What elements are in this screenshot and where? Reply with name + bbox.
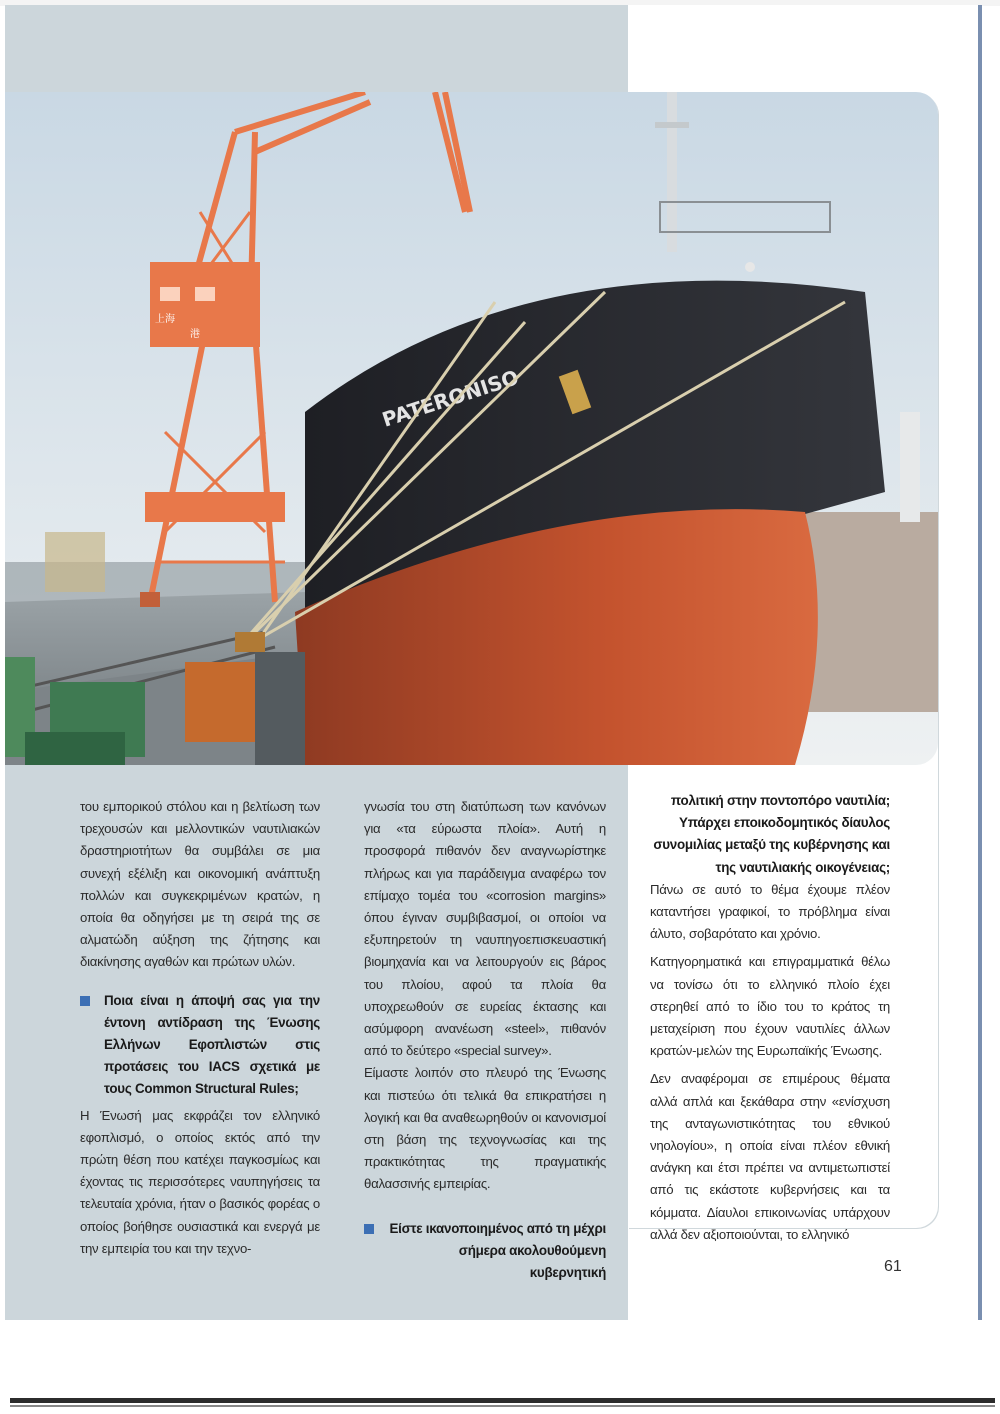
- col3-paragraph-1: Πάνω σε αυτό το θέμα έχουμε πλέον καταντήσει γραφικοί, το πρόβλημα είναι άλυτο, σοβαρότατο και χρόνιο.: [650, 881, 890, 942]
- ship-in-dock-photo: [5, 92, 938, 765]
- question-1: Ποια είναι η άποψή σας για την έντονη αντίδραση της Ένωσης Ελλήνων Εφοπλιστών στις προτάσεις του IACS σχετικά με τους Common Structural Rules;: [104, 992, 320, 1097]
- ship-name: PATERONISO: [379, 365, 522, 432]
- question-2-continued: πολιτική στην ποντοπόρο ναυτιλία; Υπάρχει εποικοδομητικός δίαυλος συνομιλίας μεταξύ της κυβέρνησης και της ναυτιλιακής οικογένειας;: [653, 793, 890, 875]
- col3-paragraph-2: Κατηγορηματικά και επιγραμματικά θέλω να τονίσω ότι το ελληνικό πλοίο έχει στερηθεί από το ίδιο του το κράτος τη μεταχείριση που έχουν ναυτιλίες άλλων κρατών-μελών της Ευρωπαϊκής Ένωσης.: [650, 954, 890, 1059]
- scan-bottom-edge: [10, 1398, 995, 1403]
- question-block-2: [364, 1218, 606, 1285]
- text-column-3: [650, 790, 890, 1246]
- col1-paragraph-2: Η Ένωσή μας εκφράζει τον ελληνικό εφοπλισμό, ο οποίος εκτός από την πρώτη θέση που κατέχει παγκοσμίως και έχοντας τις περισσότερες ναυπηγήσεις τα τελευταία χρόνια, ήταν ο βασικός φορέας ο οποίος βοήθησε ουσιαστικά και ενεργά με την εμπειρία του και την τεχνο-: [80, 1107, 320, 1256]
- text-column-1: [80, 796, 320, 1260]
- page-number: 61: [884, 1258, 902, 1275]
- col3-paragraph-3: Δεν αναφέρομαι σε επιμέρους θέματα αλλά απλά και ξεκάθαρα στην «ενίσχυση της ανταγωνιστικότητας του εθνικού νηολογίου», η οποία είναι πλέον εθνική ανάγκη και έτσι πρέπει να αντιμετωπιστεί από τις εκάστοτε κυβερνήσεις και τα κόμματα. Δίαυλοι επικοινωνίας υπάρχουν αλλά δεν αξιοποιούνται, το ελληνικό: [650, 1071, 890, 1242]
- square-bullet-icon: [364, 1224, 374, 1234]
- col1-paragraph-1: του εμπορικού στόλου και η βελτίωση των τρεχουσών και μελλοντικών ναυτιλιακών δραστηριοτήτων θα συμβάλει σε μια συνεχή εξέλιξη και οικονομική ανάπτυξη πολλών και συγκεκριμένων κρατών, η οποία θα οδηγήσει με τη σειρά της σε αλματώδη αύξηση της ζήτησης και διακίνησης αγαθών και πρώτων υλών.: [80, 799, 320, 970]
- scan-bottom-edge-shadow: [10, 1405, 995, 1407]
- question-2: Είστε ικανοποιημένος από τη μέχρι σήμερα ακολουθούμενη κυβερνητική: [389, 1220, 606, 1281]
- col2-paragraph-2: Είμαστε λοιπόν στο πλευρό της Ένωσης και πιστεύω ότι τελικά θα επικρατήσει η λογική και θα αναθεωρηθούν οι κανονισμοί στη βάση της τεχνογνωσίας και της πρακτικότητας της πραγματικής θαλασσινής εμπειρίας.: [364, 1065, 606, 1192]
- crane-label: 上海: [155, 314, 175, 325]
- page-edge-strip: [978, 5, 982, 1320]
- question-block-1: [80, 990, 320, 1101]
- text-column-2: [364, 796, 606, 1288]
- col2-paragraph-1: γνωσία του στη διατύπωση των κανόνων για «τα εύρωστα πλοία». Αυτή η προσφορά πιθανόν δεν αναγνωρίστηκε πλήρως και για παράδειγμα αναφέρω τον επίμαχο τομέα του «corrosion margins» όπου έγιναν συμβιβασμοί, οι οποίοι να εξυπηρετούν τη ναυπηγοεπισκευαστική βιομηχανία και να λειτουργούν εις βάρος του πλοίου, αφού τα πλοία θα υποχρεωθούν σε ευρείας έκτασης και ασύμφορη ανανέωση «steel», πιθανόν από το δεύτερο «special survey».: [364, 799, 606, 1059]
- square-bullet-icon: [80, 996, 90, 1006]
- crane-label-2: 港: [190, 329, 200, 340]
